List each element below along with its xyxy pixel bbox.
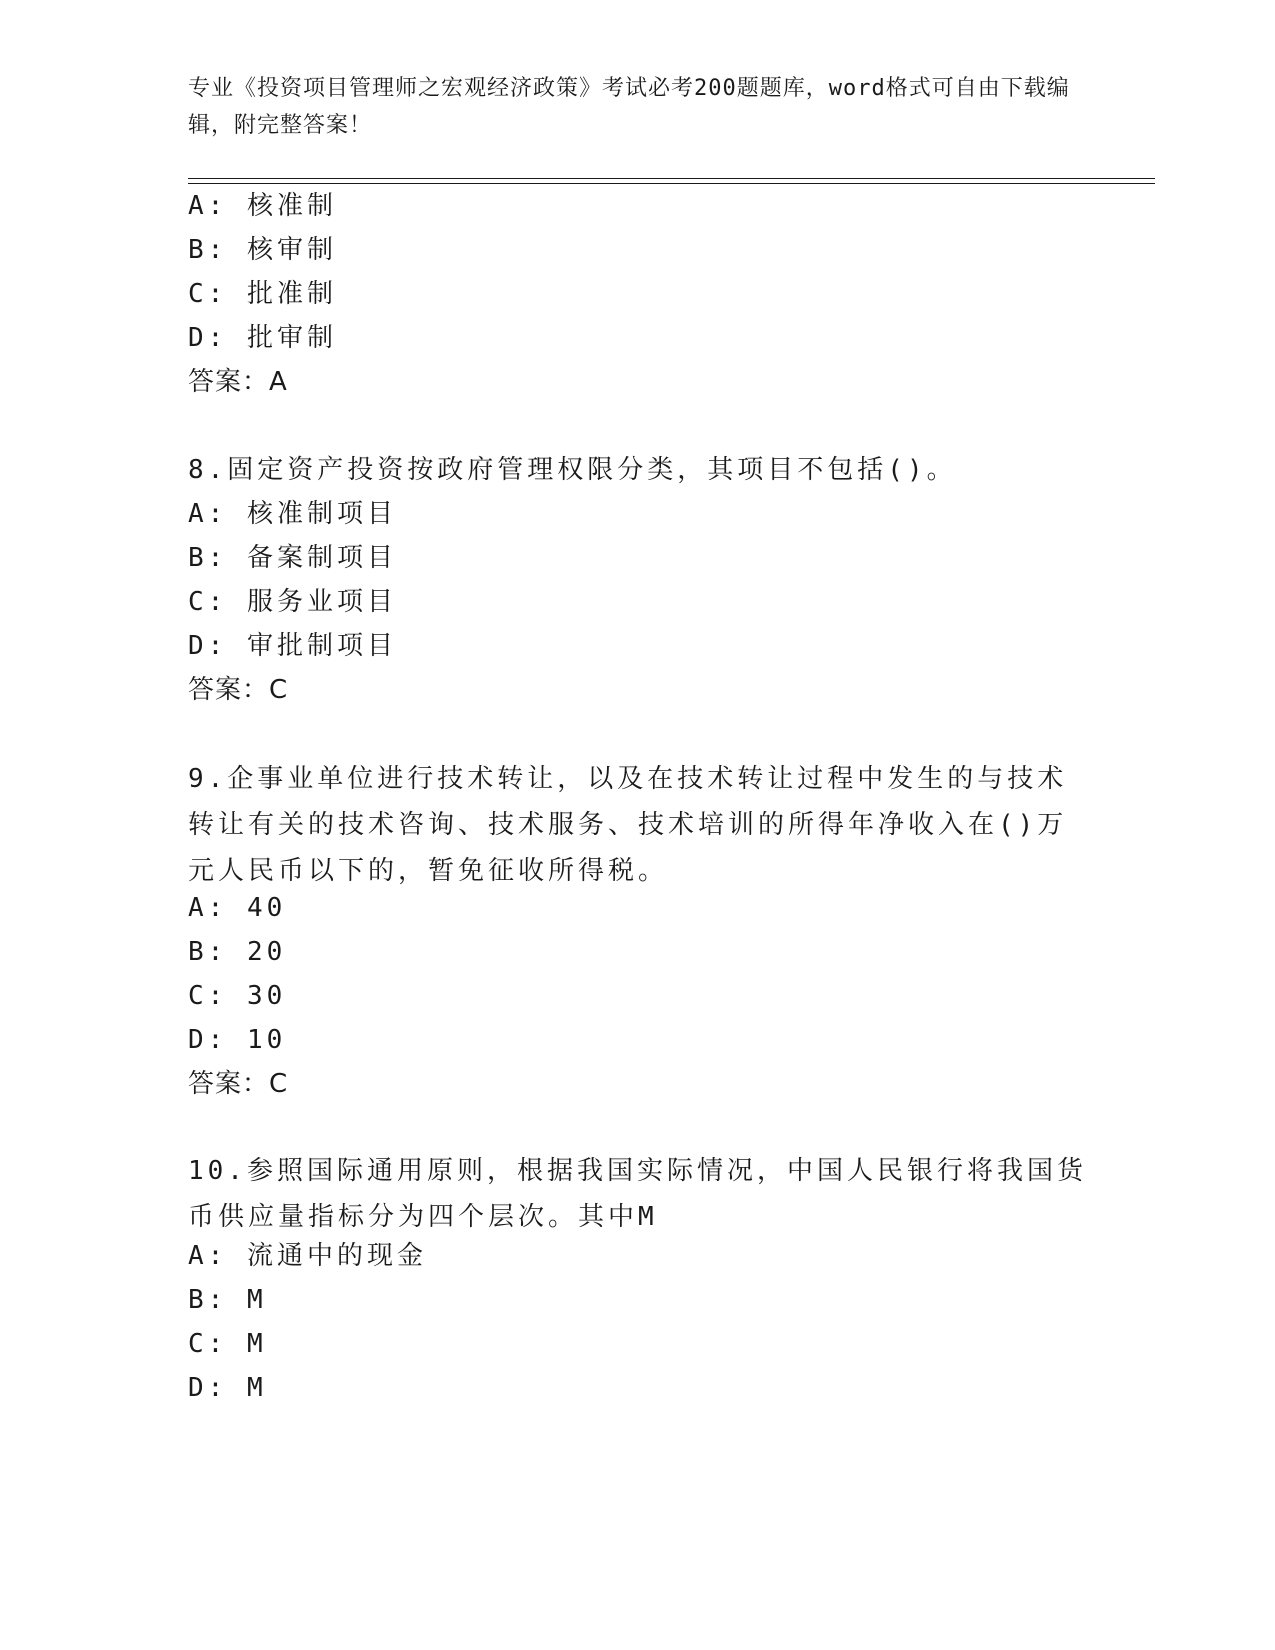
q8-option-a: A: 核准制项目 [188, 499, 397, 529]
q7-option-b: B: 核审制 [188, 235, 337, 265]
q7-answer: 答案：A [188, 367, 288, 397]
q10-option-d: D: M [188, 1373, 267, 1403]
q9-option-d: D: 10 [188, 1025, 287, 1055]
q9-question: 9.企事业单位进行技术转让，以及在技术转让过程中发生的与技术转让有关的技术咨询、技术服务、技术培训的所得年净收入在()万元人民币以下的，暂免征收所得税。 [188, 764, 1068, 886]
q10-question: 10.参照国际通用原则，根据我国实际情况，中国人民银行将我国货币供应量指标分为四个层次。其中M [188, 1156, 1087, 1232]
header-divider-top [188, 178, 1155, 179]
q9-answer: 答案：C [188, 1069, 289, 1099]
header-divider-bottom [188, 183, 1155, 184]
q8-option-d: D: 审批制项目 [188, 631, 397, 661]
q9-option-a: A: 40 [188, 893, 287, 923]
q8-option-b: B: 备案制项目 [188, 543, 397, 573]
q7-option-a: A: 核准制 [188, 191, 337, 221]
q7-option-c: C: 批准制 [188, 279, 337, 309]
q10-option-b: B: M [188, 1285, 267, 1315]
q8-option-c: C: 服务业项目 [188, 587, 397, 617]
document-header: 专业《投资项目管理师之宏观经济政策》考试必考200题题库，word格式可自由下载编辑，附完整答案！ [188, 76, 1070, 138]
q9-option-c: C: 30 [188, 981, 287, 1011]
q10-option-c: C: M [188, 1329, 267, 1359]
q9-option-b: B: 20 [188, 937, 287, 967]
q7-option-d: D: 批审制 [188, 323, 337, 353]
q8-answer: 答案：C [188, 675, 289, 705]
q10-option-a: A: 流通中的现金 [188, 1241, 427, 1271]
q8-question: 8.固定资产投资按政府管理权限分类，其项目不包括()。 [188, 455, 957, 485]
